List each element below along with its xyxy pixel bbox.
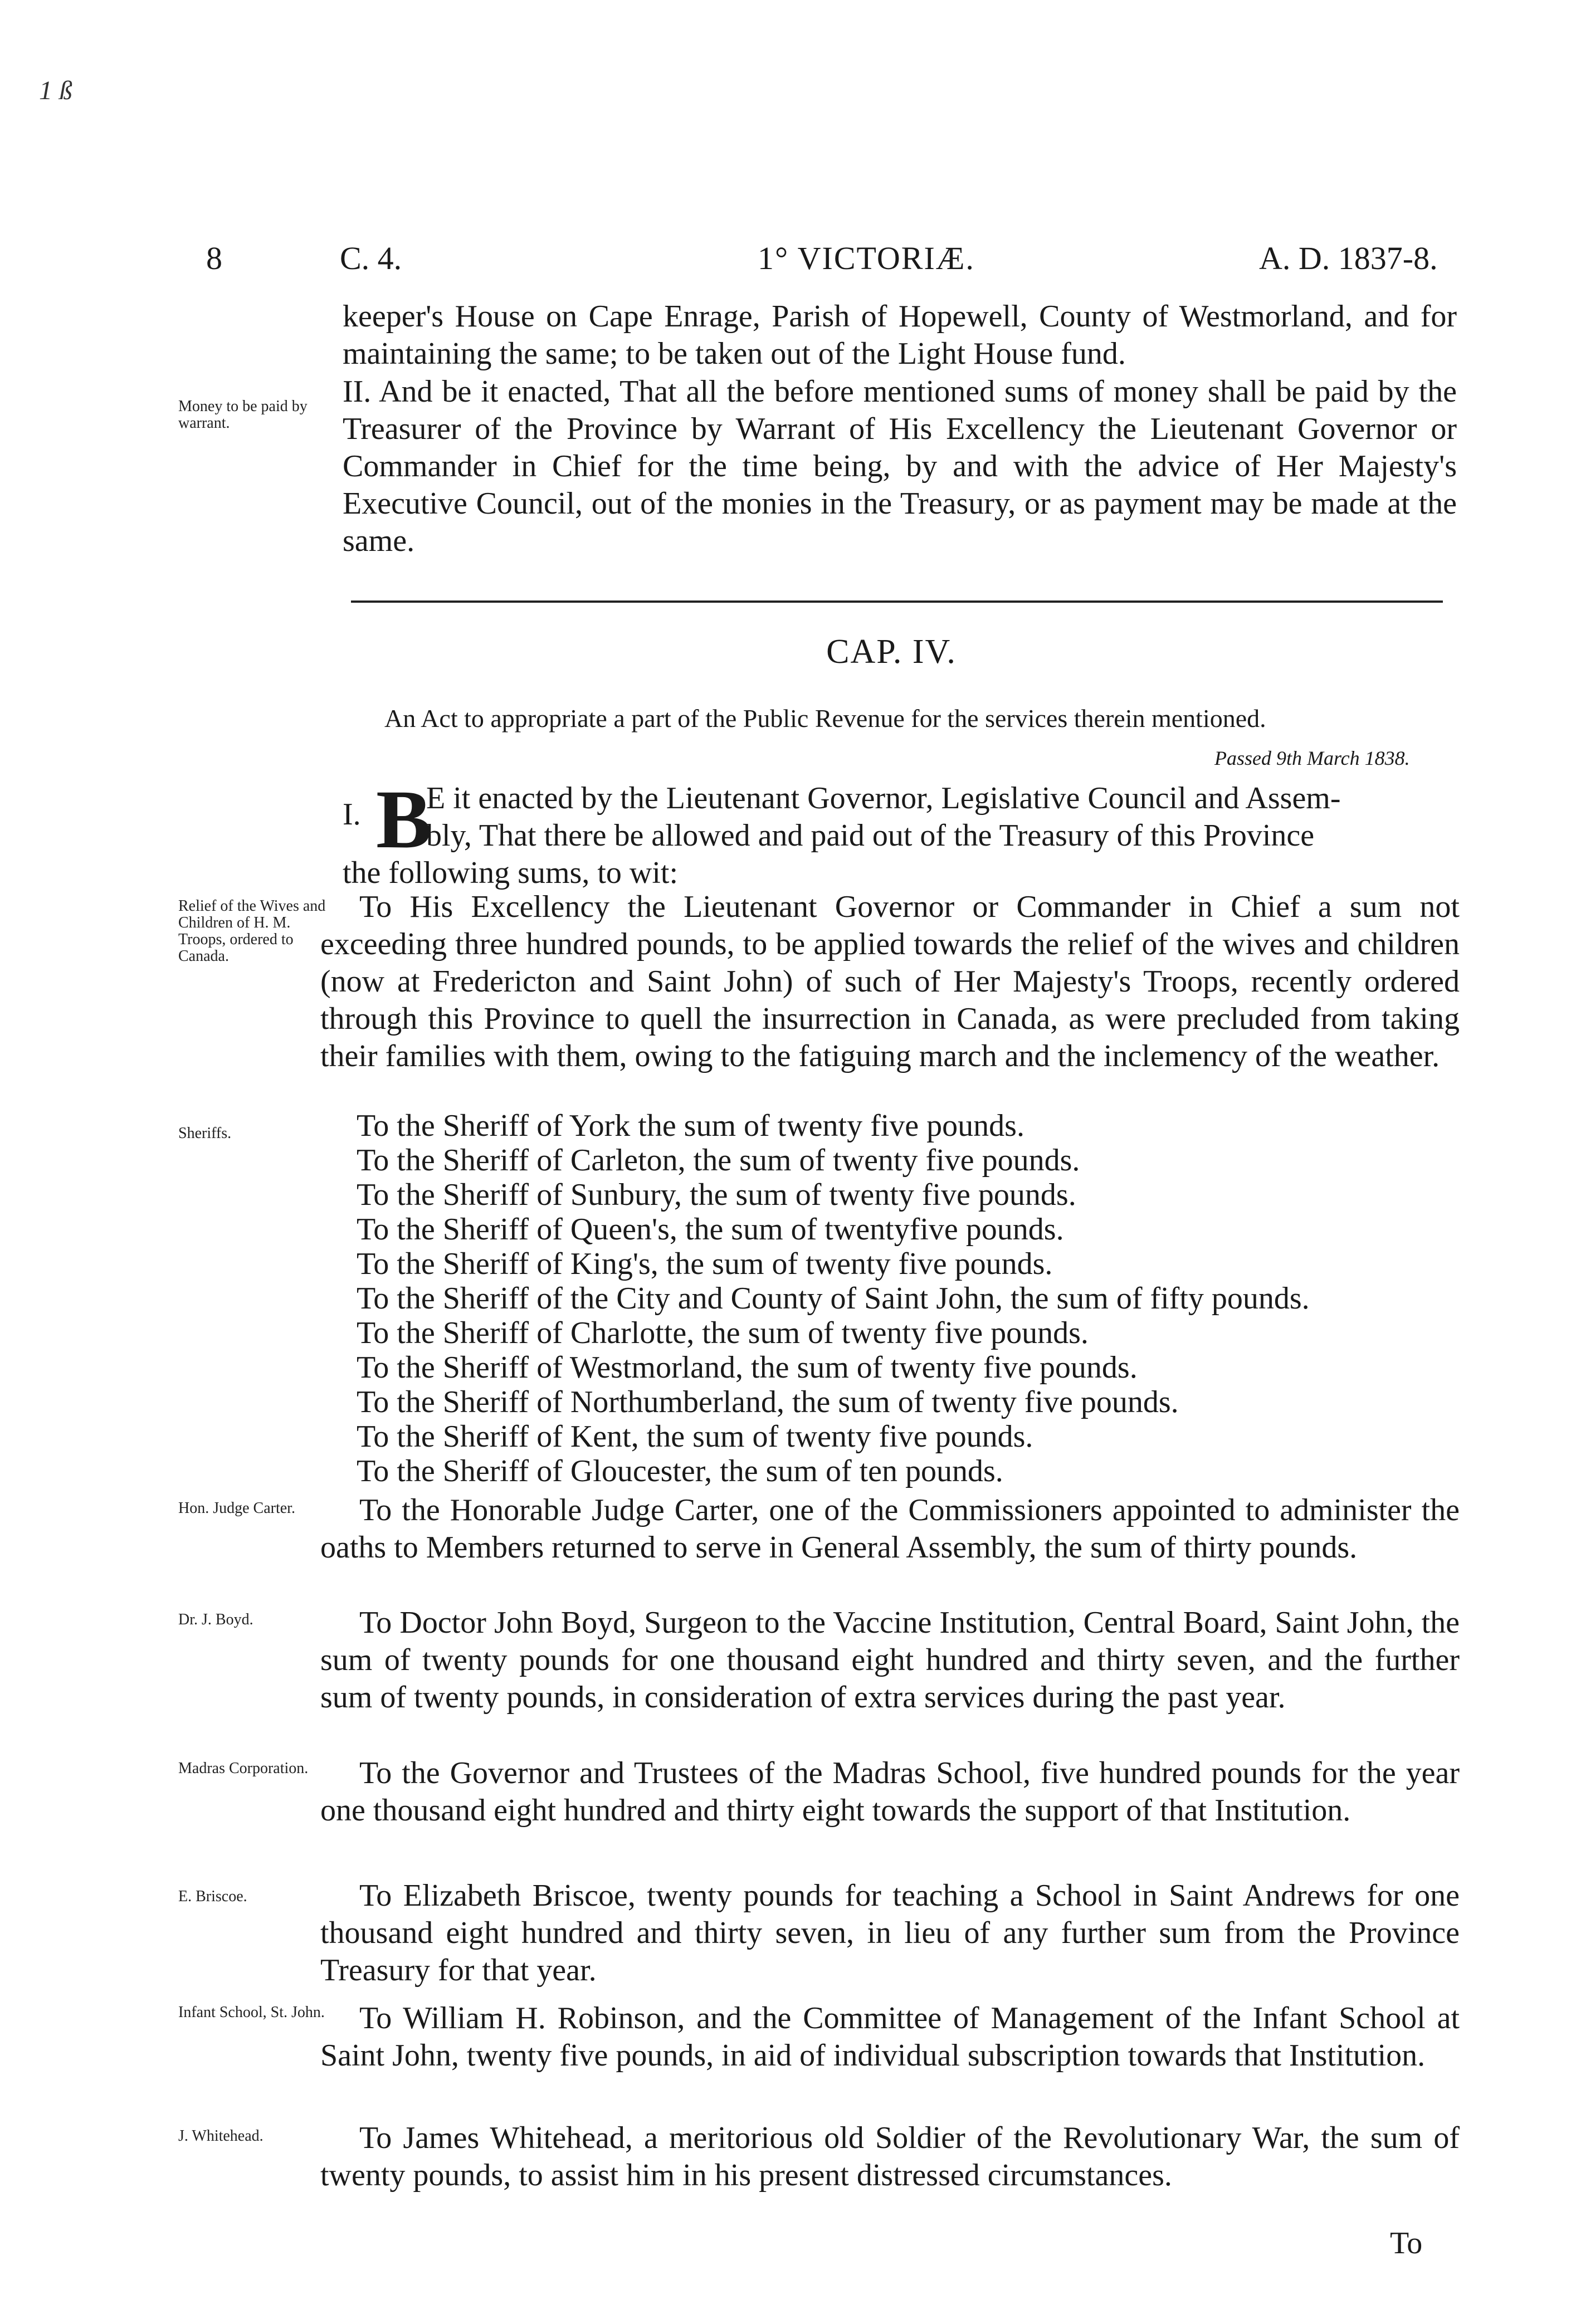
sheriff-line: To the Sheriff of Gloucester, the sum of ten pounds. — [357, 1454, 1003, 1488]
passed-date: Passed 9th March 1838. — [1214, 747, 1410, 769]
sheriff-line: To the Sheriff of Westmorland, the sum of twenty five pounds. — [357, 1350, 1138, 1385]
section-one-number: I. — [343, 797, 361, 832]
folio-mark: 1 ß — [39, 76, 72, 105]
margin-note-sheriffs: Sheriffs. — [178, 1125, 232, 1142]
margin-note-briscoe: E. Briscoe. — [178, 1888, 247, 1905]
sheriff-line: To the Sheriff of Kent, the sum of twenty five pounds. — [357, 1419, 1033, 1454]
grant-paragraph: To James Whitehead, a meritorious old Soldier of the Revolutionary War, the sum of twenty pounds, to assist him in his present distressed circumstances. — [320, 2121, 1460, 2193]
grant-paragraph: To the Governor and Trustees of the Madras School, five hundred pounds for the year one thousand eight hundred and thirty eight towards the support of that Institution. — [320, 1756, 1460, 1828]
sheriff-line: To the Sheriff of Northumberland, the sum of twenty five pounds. — [357, 1385, 1179, 1419]
chapter-divider-rule — [351, 600, 1443, 603]
sheriff-line: To the Sheriff of Carleton, the sum of twenty five pounds. — [357, 1143, 1080, 1178]
grant-briscoe — [320, 1877, 1460, 1989]
running-head — [0, 240, 1571, 279]
sheriff-line: To the Sheriff of the City and County of Saint John, the sum of fifty pounds. — [357, 1281, 1310, 1316]
margin-note-relief: Relief of the Wives and Children of H. M. Troops, ordered to Canada. — [178, 897, 326, 965]
margin-note-carter: Hon. Judge Carter. — [178, 1500, 295, 1517]
previous-act-continuation — [343, 298, 1457, 373]
relief-paragraph: To His Excellency the Lieutenant Governor or Commander in Chief a sum not exceeding three hundred pounds, to be applied towards the relief of the wives and children (now at Fredericton and Saint John) of such of Her Majesty's Troops, recently ordered through this Province to quell the insurrection in Canada, as were precluded from taking their families with them, owing to the fatiguing march and the inclemency of the weather. — [320, 890, 1460, 1073]
sheriff-line: To the Sheriff of Queen's, the sum of twentyfive pounds. — [357, 1212, 1064, 1247]
enacting-line-2: bly, That there be allowed and paid out of the Treasury of this Province — [426, 818, 1315, 853]
continuation-paragraph: keeper's House on Cape Enrage, Parish of Hopewell, County of Westmorland, and for maintaining the same; to be taken out of the Light House fund. — [343, 299, 1457, 371]
sheriff-line: To the Sheriff of Sunbury, the sum of twenty five pounds. — [357, 1178, 1076, 1212]
grant-carter — [320, 1492, 1460, 1566]
sheriff-line: To the Sheriff of York the sum of twenty five pounds. — [357, 1109, 1024, 1143]
margin-note-warrant: Money to be paid by warrant. — [178, 398, 308, 432]
grant-madras — [320, 1755, 1460, 1829]
grant-paragraph: To William H. Robinson, and the Committee of Management of the Infant School at Saint John, twenty five pounds, in aid of individual subscription towards that Institution. — [320, 2001, 1460, 2073]
sheriff-line: To the Sheriff of Charlotte, the sum of twenty five pounds. — [357, 1316, 1089, 1350]
regnal-year: 1° VICTORIÆ. — [758, 240, 975, 276]
grant-infant-school — [320, 2000, 1460, 2074]
margin-note-boyd: Dr. J. Boyd. — [178, 1611, 253, 1628]
catchword: To — [1390, 2226, 1423, 2260]
grant-paragraph: To Elizabeth Briscoe, twenty pounds for teaching a School in Saint Andrews for one thousand eight hundred and thirty seven, in lieu of any further sum from the Province Treasury for that year. — [320, 1878, 1460, 1988]
sheriff-line: To the Sheriff of King's, the sum of twenty five pounds. — [357, 1247, 1053, 1281]
enacting-line-1: E it enacted by the Lieutenant Governor, Legislative Council and Assem- — [426, 781, 1341, 816]
chapter-heading: CAP. IV. — [826, 633, 957, 671]
margin-note-whitehead: J. Whitehead. — [178, 2127, 264, 2145]
drop-cap: B — [376, 773, 432, 866]
grant-boyd — [320, 1604, 1460, 1716]
sheriffs-list — [357, 1109, 1460, 1488]
act-long-title: An Act to appropriate a part of the Public Revenue for the services therein mentioned. — [384, 704, 1266, 733]
section-two — [343, 373, 1457, 560]
grant-paragraph: To Doctor John Boyd, Surgeon to the Vaccine Institution, Central Board, Saint John, the sum of twenty pounds for one thousand eight hundred and thirty seven, and the further sum of twenty pounds, in consideration of extra services during the past year. — [320, 1605, 1460, 1715]
grant-whitehead — [320, 2120, 1460, 2194]
page-number: 8 — [206, 240, 222, 276]
grant-paragraph: To the Honorable Judge Carter, one of the Commissioners appointed to administer the oaths to Members returned to serve in General Assembly, the sum of thirty pounds. — [320, 1493, 1460, 1565]
margin-note-infant-school: Infant School, St. John. — [178, 2004, 325, 2021]
calendar-year: A. D. 1837-8. — [1259, 240, 1438, 276]
enacting-line-3: the following sums, to wit: — [343, 856, 678, 890]
section-two-paragraph: II. And be it enacted, That all the before mentioned sums of money shall be paid by the Treasurer of the Province by Warrant of His Excellency the Lieutenant Governor or Commander in Chief for the time being, by and with the advice of Her Majesty's Executive Council, out of the monies in the Treasury, or as payment may be made at the same. — [343, 374, 1457, 558]
relief-item — [320, 888, 1460, 1075]
margin-note-madras: Madras Corporation. — [178, 1760, 309, 1777]
chapter-reference: C. 4. — [340, 240, 402, 276]
